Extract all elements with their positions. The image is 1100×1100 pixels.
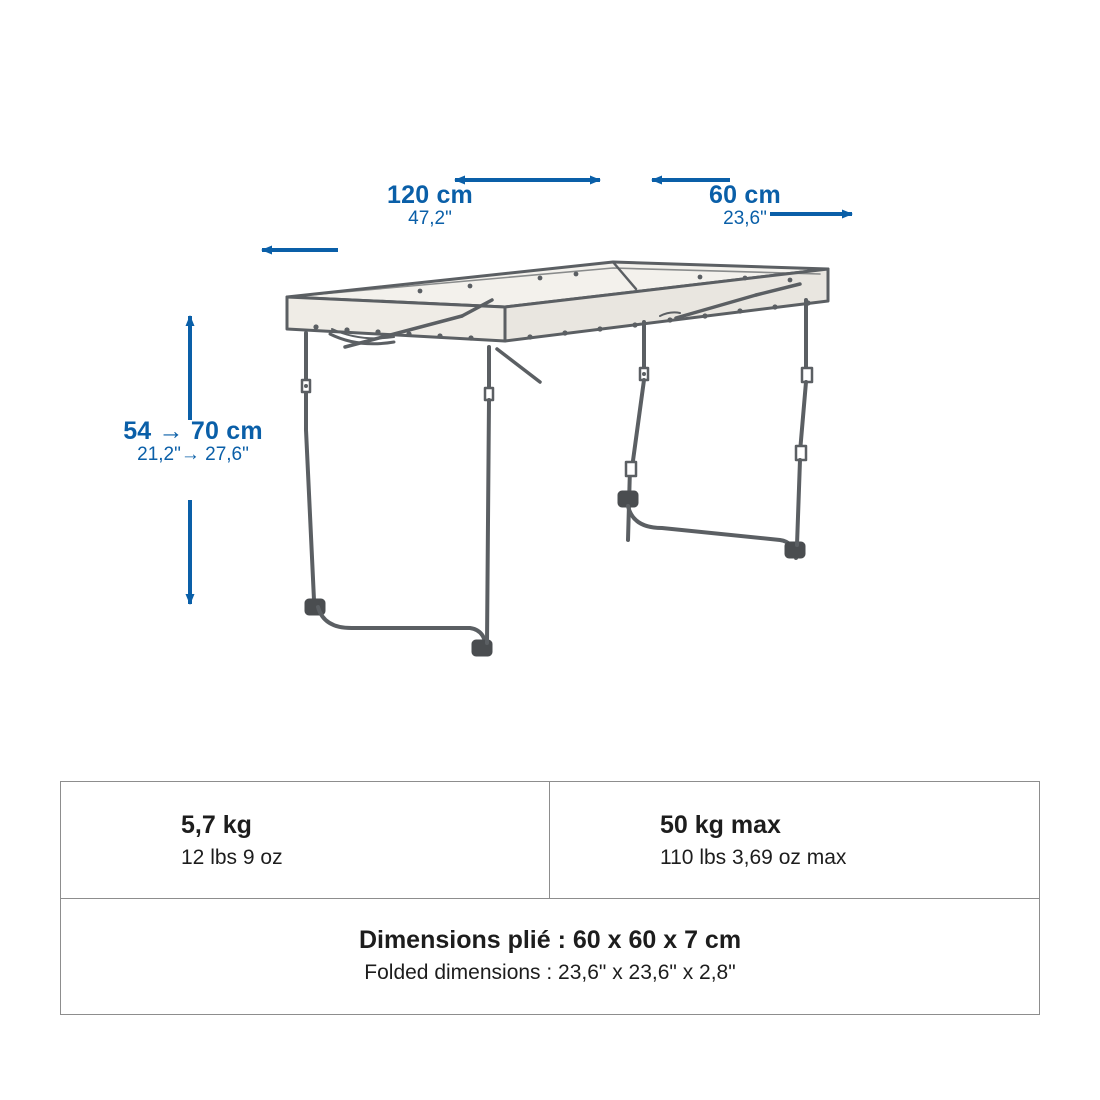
length-value-imperial: 47,2" — [408, 208, 452, 229]
camping-table-illustration — [287, 262, 828, 655]
height-value-metric: 54 → 70 cm — [123, 417, 263, 445]
weight-value-imperial: 12 lbs 9 oz — [181, 846, 283, 870]
width-value-metric: 60 cm — [709, 181, 781, 209]
length-value-metric: 120 cm — [387, 181, 473, 209]
weight-cell — [61, 782, 550, 898]
folded-dimensions-metric: Dimensions plié : 60 x 60 x 7 cm — [358, 925, 742, 954]
weight-value-metric: 5,7 kg — [181, 811, 252, 839]
length-dimension-label — [330, 182, 530, 230]
specs-row-top — [61, 782, 1039, 899]
height-dimension-label — [88, 418, 298, 466]
width-value-imperial: 23,6" — [723, 208, 767, 229]
max-load-value-metric: 50 kg max — [660, 811, 781, 839]
width-dimension-label — [650, 182, 840, 230]
specs-row-bottom — [61, 899, 1039, 1015]
height-value-imperial: 21,2"→ 27,6" — [137, 444, 249, 465]
folded-dimensions-cell — [61, 899, 1039, 1015]
max-load-cell — [550, 782, 1039, 898]
folded-dimensions-imperial: Folded dimensions : 23,6" x 23,6" x 2,8" — [364, 960, 736, 984]
max-load-value-imperial: 110 lbs 3,69 oz max — [660, 846, 847, 870]
specs-table — [60, 781, 1040, 1015]
